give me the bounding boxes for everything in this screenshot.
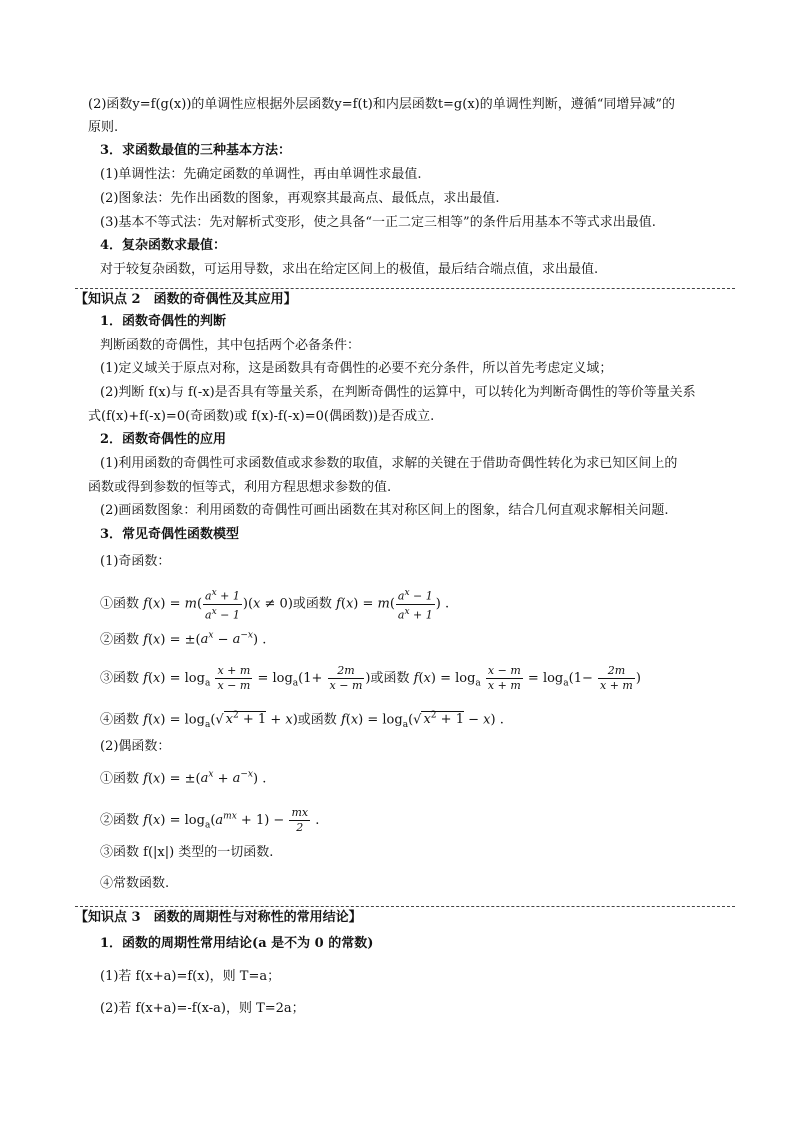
paragraph: (1)单调性法：先确定函数的单调性，再由单调性求最值. (100, 167, 422, 182)
paragraph: (1)利用函数的奇偶性可求函数值或求参数的取值，求解的关键在于借助奇偶性转化为求已知区间上的 (100, 456, 678, 471)
section-divider (75, 906, 735, 907)
paragraph: 原则. (88, 120, 119, 135)
paragraph: (2)画函数图象：利用函数的奇偶性可画出函数在其对称区间上的图象，结合几何直观求解相关问题. (100, 503, 669, 518)
paragraph: ③函数 f(|x|) 类型的一切函数. (100, 845, 274, 860)
paragraph: 式(f(x)+f(-x)=0(奇函数)或 f(x)-f(-x)=0(偶函数))是否成立. (88, 409, 435, 424)
heading: 3．求函数最值的三种基本方法： (100, 143, 292, 158)
paragraph: (2)判断 f(x)与 f(-x)是否具有等量关系，在判断奇偶性的运算中，可以转化为判断奇偶性的等价等量关系 (100, 385, 696, 400)
formula-even-1: ①函数 $f(x) = \pm(a^x + a^{-x})$ . (100, 770, 267, 787)
heading: 1．函数的周期性常用结论(a 是不为 0 的常数) (100, 936, 374, 951)
formula-odd-3: ③函数 $f(x) = \log_a$ $\frac{x + m}{x - m}$ = $\log_a(1+$ $\frac{2m}{x - m}$ )或函数 $f(x) = \log_a$ $\frac{x - m}{x + m}$ = $\log_a(1-$ $\frac{2m}{x + m}$ ) (100, 664, 641, 692)
paragraph: (3)基本不等式法：先对解析式变形，使之具备“一正二定三相等”的条件后用基本不等式求出最值. (100, 215, 656, 230)
formula-even-2: ②函数 $f(x) = \log_a(a^{mx} + 1)$ − $\frac{mx}{2}$ . (100, 806, 320, 834)
heading: 1．函数奇偶性的判断 (100, 314, 227, 329)
paragraph: (2)偶函数： (100, 739, 171, 754)
paragraph: (2)函数y=f(g(x))的单调性应根据外层函数y=f(t)和内层函数t=g(x)的单调性判断，遵循“同增异减”的 (88, 97, 676, 112)
paragraph: (1)若 f(x+a)=f(x)，则 T=a； (100, 969, 281, 984)
formula-odd-2: ②函数 $f(x) = \pm(a^x - a^{-x})$ . (100, 631, 267, 648)
formula-odd-1: ①函数 f(x) = m( $\frac{a^x + 1}{a^x - 1}$ )(x ≠ 0)或函数 f(x) = m( $\frac{a^x - 1}{a^x + 1}$ ) . (100, 588, 450, 622)
paragraph: 对于较复杂函数，可运用导数，求出在给定区间上的极值，最后结合端点值，求出最值. (100, 262, 599, 277)
paragraph: 函数或得到参数的恒等式，利用方程思想求参数的值. (88, 480, 392, 495)
heading: 4．复杂函数求最值： (100, 238, 227, 253)
section-divider (75, 288, 735, 289)
paragraph: (2)图象法：先作出函数的图象，再观察其最高点、最低点，求出最值. (100, 191, 500, 206)
paragraph: (1)奇函数： (100, 554, 171, 569)
formula-odd-4: ④函数 $f(x) = \log_a(√$ $x^2 + 1 + x$)或函数 $f(x) = \log_a(√$ $x^2 + 1 - x$) . (100, 711, 504, 730)
paragraph: (1)定义域关于原点对称，这是函数具有奇偶性的必要不充分条件，所以首先考虑定义域； (100, 361, 613, 376)
section-title: 【知识点 3 函数的周期性与对称性的常用结论】 (75, 910, 362, 925)
paragraph: 判断函数的奇偶性，其中包括两个必备条件： (100, 338, 361, 353)
heading: 2．函数奇偶性的应用 (100, 432, 227, 447)
heading: 3．常见奇偶性函数模型 (100, 527, 240, 542)
paragraph: (2)若 f(x+a)=-f(x-a)，则 T=2a； (100, 1001, 305, 1016)
section-title: 【知识点 2 函数的奇偶性及其应用】 (75, 292, 297, 307)
paragraph: ④常数函数. (100, 876, 170, 891)
